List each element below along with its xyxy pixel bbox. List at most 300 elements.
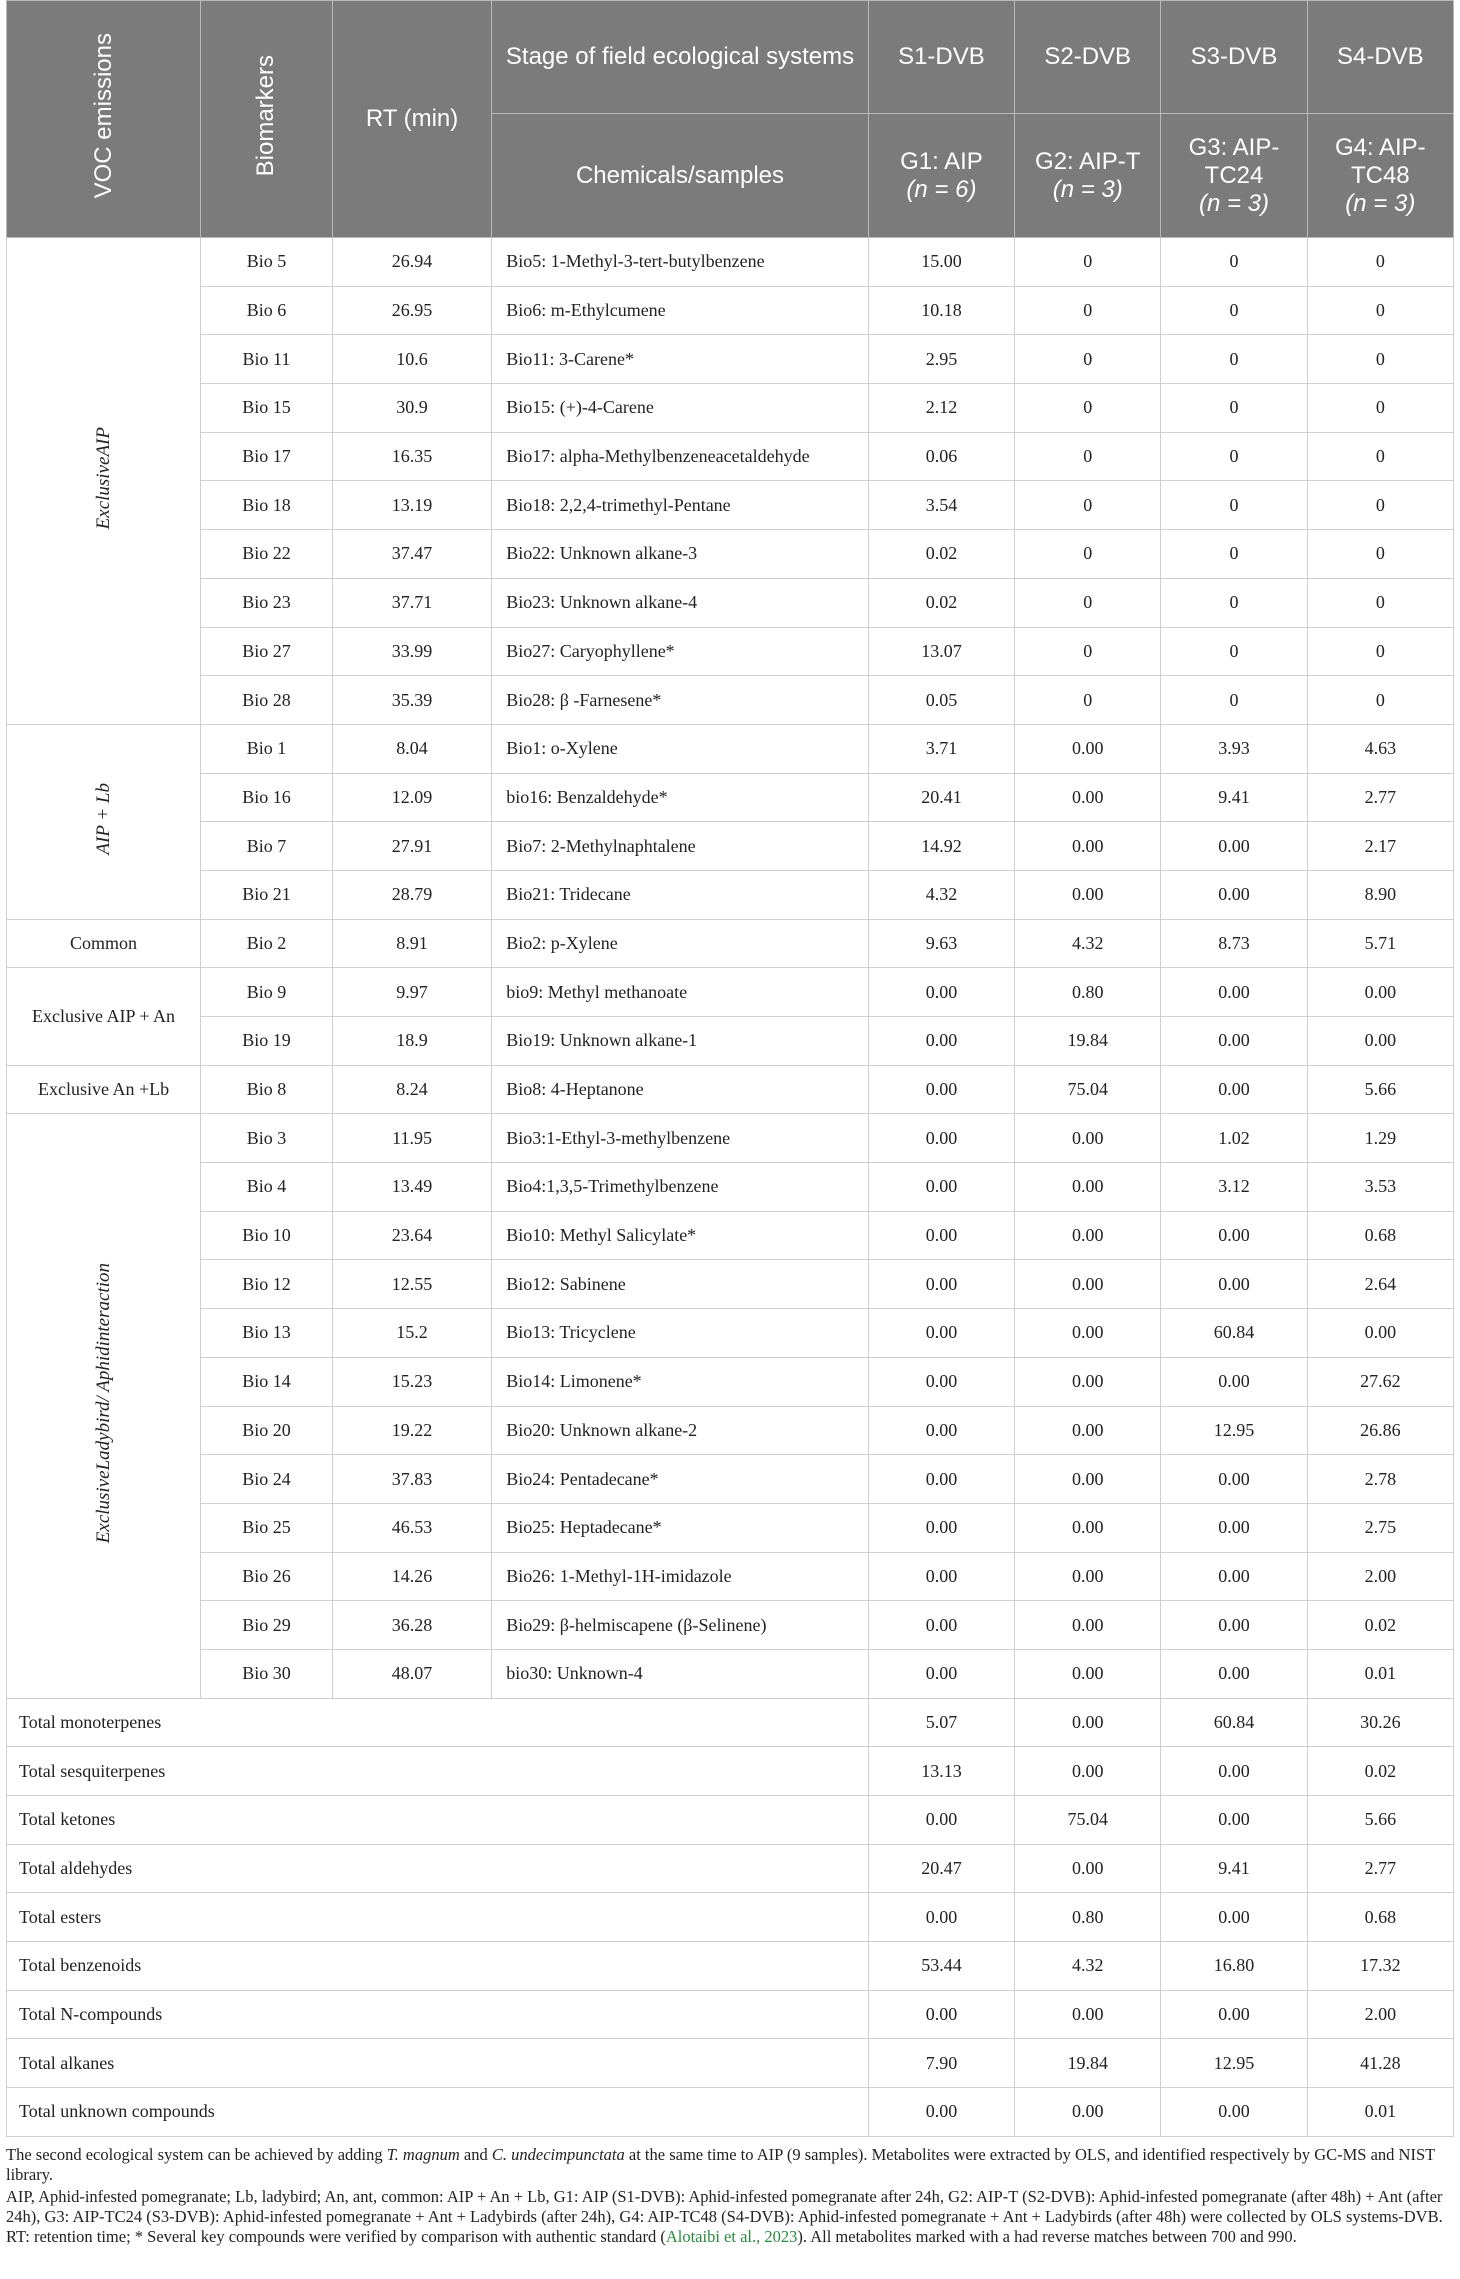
biomarker-cell: Bio 11 <box>201 335 333 384</box>
value-cell: 0.00 <box>868 1649 1014 1698</box>
header-group-4: G4: AIP-TC48 (n = 3) <box>1307 114 1453 238</box>
value-cell: 0 <box>1015 286 1161 335</box>
header-system-2: S2-DVB <box>1015 1 1161 114</box>
biomarker-cell: Bio 2 <box>201 919 333 968</box>
biomarker-cell: Bio 27 <box>201 627 333 676</box>
value-cell: 8.90 <box>1307 870 1453 919</box>
value-cell: 0.00 <box>868 1017 1014 1066</box>
table-row <box>7 1552 1454 1601</box>
value-cell: 0.00 <box>1015 1503 1161 1552</box>
value-cell: 27.62 <box>1307 1357 1453 1406</box>
table-row <box>7 822 1454 871</box>
table-row <box>7 1163 1454 1212</box>
value-cell: 3.71 <box>868 724 1014 773</box>
chemical-cell: Bio10: Methyl Salicylate* <box>492 1211 869 1260</box>
value-cell: 0 <box>1015 384 1161 433</box>
total-value-cell: 53.44 <box>868 1942 1014 1991</box>
total-value-cell: 0.00 <box>1161 2088 1307 2137</box>
value-cell: 3.53 <box>1307 1163 1453 1212</box>
table-row <box>7 578 1454 627</box>
value-cell: 0.00 <box>1161 1211 1307 1260</box>
table-row <box>7 676 1454 725</box>
group-label-cell <box>7 724 201 919</box>
rt-cell: 48.07 <box>332 1649 491 1698</box>
biomarker-cell: Bio 17 <box>201 432 333 481</box>
chemical-cell: Bio24: Pentadecane* <box>492 1455 869 1504</box>
rt-cell: 12.09 <box>332 773 491 822</box>
value-cell: 0.00 <box>868 1357 1014 1406</box>
value-cell: 0.00 <box>868 1552 1014 1601</box>
rt-cell: 18.9 <box>332 1017 491 1066</box>
voc-table <box>6 0 1454 2137</box>
value-cell: 2.12 <box>868 384 1014 433</box>
value-cell: 75.04 <box>1015 1065 1161 1114</box>
total-value-cell: 0.00 <box>1161 1893 1307 1942</box>
rt-cell: 14.26 <box>332 1552 491 1601</box>
biomarker-cell: Bio 26 <box>201 1552 333 1601</box>
total-value-cell: 13.13 <box>868 1747 1014 1796</box>
value-cell: 0.00 <box>1015 1211 1161 1260</box>
total-label: Total unknown compounds <box>7 2088 869 2137</box>
chemical-cell: Bio17: alpha-Methylbenzeneacetaldehyde <box>492 432 869 481</box>
value-cell: 0 <box>1161 238 1307 287</box>
value-cell: 0.00 <box>868 1455 1014 1504</box>
total-row <box>7 1844 1454 1893</box>
value-cell: 0.00 <box>868 1114 1014 1163</box>
biomarker-cell: Bio 20 <box>201 1406 333 1455</box>
total-value-cell: 0.00 <box>868 2088 1014 2137</box>
value-cell: 19.84 <box>1015 1017 1161 1066</box>
total-value-cell: 19.84 <box>1015 2039 1161 2088</box>
total-value-cell: 4.32 <box>1015 1942 1161 1991</box>
chemical-cell: Bio6: m-Ethylcumene <box>492 286 869 335</box>
value-cell: 0 <box>1015 481 1161 530</box>
header-system-3: S3-DVB <box>1161 1 1307 114</box>
value-cell: 0.00 <box>1015 822 1161 871</box>
total-label: Total alkanes <box>7 2039 869 2088</box>
rt-cell: 8.24 <box>332 1065 491 1114</box>
value-cell: 0.05 <box>868 676 1014 725</box>
chemical-cell: Bio20: Unknown alkane-2 <box>492 1406 869 1455</box>
table-row <box>7 1406 1454 1455</box>
biomarker-cell: Bio 18 <box>201 481 333 530</box>
value-cell: 0.00 <box>1161 1455 1307 1504</box>
total-label: Total ketones <box>7 1796 869 1845</box>
value-cell: 0 <box>1015 530 1161 579</box>
header-biomarkers: Biomarkers <box>201 1 333 238</box>
rt-cell: 28.79 <box>332 870 491 919</box>
value-cell: 0.00 <box>1161 1649 1307 1698</box>
chemical-cell: Bio28: β -Farnesene* <box>492 676 869 725</box>
chemical-cell: Bio12: Sabinene <box>492 1260 869 1309</box>
rt-cell: 10.6 <box>332 335 491 384</box>
total-value-cell: 75.04 <box>1015 1796 1161 1845</box>
chemical-cell: Bio19: Unknown alkane-1 <box>492 1017 869 1066</box>
group-label: AIP + Lb <box>92 783 114 856</box>
rt-cell: 15.2 <box>332 1309 491 1358</box>
table-row <box>7 1455 1454 1504</box>
value-cell: 0.00 <box>868 1260 1014 1309</box>
value-cell: 0 <box>1015 676 1161 725</box>
value-cell: 0 <box>1161 481 1307 530</box>
chemical-cell: Bio26: 1-Methyl-1H-imidazole <box>492 1552 869 1601</box>
total-value-cell: 2.77 <box>1307 1844 1453 1893</box>
value-cell: 0.00 <box>1015 1114 1161 1163</box>
chemical-cell: bio9: Methyl methanoate <box>492 968 869 1017</box>
total-value-cell: 0.68 <box>1307 1893 1453 1942</box>
value-cell: 0.00 <box>1161 822 1307 871</box>
value-cell: 0 <box>1307 481 1453 530</box>
table-row <box>7 724 1454 773</box>
total-value-cell: 5.07 <box>868 1698 1014 1747</box>
total-label: Total monoterpenes <box>7 1698 869 1747</box>
rt-cell: 36.28 <box>332 1601 491 1650</box>
value-cell: 0 <box>1307 676 1453 725</box>
value-cell: 0 <box>1307 238 1453 287</box>
total-value-cell: 0.00 <box>868 1893 1014 1942</box>
total-value-cell: 0.02 <box>1307 1747 1453 1796</box>
value-cell: 12.95 <box>1161 1406 1307 1455</box>
value-cell: 0 <box>1161 530 1307 579</box>
total-value-cell: 12.95 <box>1161 2039 1307 2088</box>
group-label-cell <box>7 1114 201 1698</box>
header-system-1: S1-DVB <box>868 1 1014 114</box>
biomarker-cell: Bio 4 <box>201 1163 333 1212</box>
value-cell: 0.00 <box>1015 1552 1161 1601</box>
table-container <box>6 0 1454 2249</box>
value-cell: 2.64 <box>1307 1260 1453 1309</box>
value-cell: 0.00 <box>1015 1163 1161 1212</box>
chemical-cell: Bio4:1,3,5-Trimethylbenzene <box>492 1163 869 1212</box>
table-row <box>7 1649 1454 1698</box>
value-cell: 0.00 <box>868 1163 1014 1212</box>
table-footnote <box>6 2145 1454 2247</box>
chemical-cell: Bio18: 2,2,4-trimethyl-Pentane <box>492 481 869 530</box>
value-cell: 1.29 <box>1307 1114 1453 1163</box>
table-row <box>7 1503 1454 1552</box>
value-cell: 0.00 <box>1307 1309 1453 1358</box>
chemical-cell: Bio11: 3-Carene* <box>492 335 869 384</box>
chemical-cell: bio16: Benzaldehyde* <box>492 773 869 822</box>
rt-cell: 13.49 <box>332 1163 491 1212</box>
total-row <box>7 2088 1454 2137</box>
total-value-cell: 5.66 <box>1307 1796 1453 1845</box>
total-value-cell: 60.84 <box>1161 1698 1307 1747</box>
value-cell: 9.63 <box>868 919 1014 968</box>
value-cell: 0.00 <box>1161 968 1307 1017</box>
value-cell: 4.32 <box>1015 919 1161 968</box>
chemical-cell: Bio27: Caryophyllene* <box>492 627 869 676</box>
rt-cell: 8.91 <box>332 919 491 968</box>
biomarker-cell: Bio 6 <box>201 286 333 335</box>
value-cell: 26.86 <box>1307 1406 1453 1455</box>
rt-cell: 26.95 <box>332 286 491 335</box>
biomarker-cell: Bio 10 <box>201 1211 333 1260</box>
chemical-cell: Bio3:1-Ethyl-3-methylbenzene <box>492 1114 869 1163</box>
rt-cell: 15.23 <box>332 1357 491 1406</box>
total-label: Total N-compounds <box>7 1990 869 2039</box>
value-cell: 0 <box>1307 627 1453 676</box>
chemical-cell: Bio2: p-Xylene <box>492 919 869 968</box>
table-row <box>7 1309 1454 1358</box>
biomarker-cell: Bio 16 <box>201 773 333 822</box>
value-cell: 0 <box>1307 530 1453 579</box>
value-cell: 2.78 <box>1307 1455 1453 1504</box>
value-cell: 0 <box>1015 238 1161 287</box>
rt-cell: 23.64 <box>332 1211 491 1260</box>
table-row <box>7 627 1454 676</box>
table-row <box>7 1357 1454 1406</box>
chemical-cell: Bio29: β-helmiscapene (β-Selinene) <box>492 1601 869 1650</box>
value-cell: 0.00 <box>868 1211 1014 1260</box>
value-cell: 0 <box>1161 676 1307 725</box>
value-cell: 0.00 <box>1161 1503 1307 1552</box>
total-value-cell: 0.00 <box>868 1796 1014 1845</box>
biomarker-cell: Bio 1 <box>201 724 333 773</box>
value-cell: 13.07 <box>868 627 1014 676</box>
biomarker-cell: Bio 21 <box>201 870 333 919</box>
group-label-cell: Common <box>7 919 201 968</box>
header-group-3: G3: AIP-TC24 (n = 3) <box>1161 114 1307 238</box>
value-cell: 0 <box>1161 384 1307 433</box>
biomarker-cell: Bio 24 <box>201 1455 333 1504</box>
total-value-cell: 20.47 <box>868 1844 1014 1893</box>
total-value-cell: 9.41 <box>1161 1844 1307 1893</box>
header-stage: Stage of field ecological systems <box>492 1 869 114</box>
value-cell: 0.00 <box>868 1309 1014 1358</box>
value-cell: 0 <box>1015 627 1161 676</box>
value-cell: 4.32 <box>868 870 1014 919</box>
footnote-paragraph-2: AIP, Aphid-infested pomegranate; Lb, ladybird; An, ant, common: AIP + An + Lb, G1: AIP (S1-DVB): Aphid-infested pomegranate after 24h, G2: AIP-T (S2-DVB): Aphid-infested pomegranate (after 48h) + Ant (after 24h), G3: AIP-TC24 (S3-DVB): Aphid-infested pomegranate + Ant + Ladybirds (after 24h), G4: AIP-TC48 (S4-DVB): Aphid-infested pomegranate + Ant + Ladybirds (after 48h) were collected by OLS systems-DVB. RT: retention time; * Several key compounds were verified by comparison with authentic standard (Alotaibi et al., 2023). All metabolites marked with a had reverse matches between 700 and 990. <box>6 2186 1443 2246</box>
value-cell: 0 <box>1161 578 1307 627</box>
total-value-cell: 0.00 <box>1161 1747 1307 1796</box>
biomarker-cell: Bio 28 <box>201 676 333 725</box>
total-value-cell: 0.00 <box>1015 1990 1161 2039</box>
biomarker-cell: Bio 23 <box>201 578 333 627</box>
value-cell: 0.00 <box>1015 724 1161 773</box>
biomarker-cell: Bio 9 <box>201 968 333 1017</box>
total-row <box>7 2039 1454 2088</box>
value-cell: 2.77 <box>1307 773 1453 822</box>
chemical-cell: Bio21: Tridecane <box>492 870 869 919</box>
rt-cell: 19.22 <box>332 1406 491 1455</box>
table-row <box>7 238 1454 287</box>
table-row <box>7 286 1454 335</box>
biomarker-cell: Bio 7 <box>201 822 333 871</box>
total-value-cell: 41.28 <box>1307 2039 1453 2088</box>
value-cell: 0.02 <box>1307 1601 1453 1650</box>
total-value-cell: 16.80 <box>1161 1942 1307 1991</box>
value-cell: 0.00 <box>1161 1065 1307 1114</box>
chemical-cell: bio30: Unknown-4 <box>492 1649 869 1698</box>
value-cell: 20.41 <box>868 773 1014 822</box>
rt-cell: 26.94 <box>332 238 491 287</box>
value-cell: 0.00 <box>1161 1601 1307 1650</box>
table-row <box>7 919 1454 968</box>
value-cell: 0.02 <box>868 530 1014 579</box>
value-cell: 0 <box>1307 335 1453 384</box>
value-cell: 0.00 <box>1015 773 1161 822</box>
value-cell: 0.00 <box>868 1601 1014 1650</box>
rt-cell: 35.39 <box>332 676 491 725</box>
table-row <box>7 1601 1454 1650</box>
total-value-cell: 30.26 <box>1307 1698 1453 1747</box>
value-cell: 8.73 <box>1161 919 1307 968</box>
value-cell: 0 <box>1307 578 1453 627</box>
value-cell: 0.00 <box>1015 1649 1161 1698</box>
total-row <box>7 1747 1454 1796</box>
value-cell: 2.75 <box>1307 1503 1453 1552</box>
rt-cell: 9.97 <box>332 968 491 1017</box>
value-cell: 5.71 <box>1307 919 1453 968</box>
chemical-cell: Bio15: (+)-4-Carene <box>492 384 869 433</box>
table-row <box>7 1260 1454 1309</box>
chemical-cell: Bio23: Unknown alkane-4 <box>492 578 869 627</box>
value-cell: 0 <box>1161 286 1307 335</box>
value-cell: 4.63 <box>1307 724 1453 773</box>
value-cell: 0 <box>1015 432 1161 481</box>
table-row <box>7 968 1454 1017</box>
group-label-cell <box>7 238 201 725</box>
group-label-cell: Exclusive An +Lb <box>7 1065 201 1114</box>
value-cell: 15.00 <box>868 238 1014 287</box>
biomarker-cell: Bio 29 <box>201 1601 333 1650</box>
biomarker-cell: Bio 14 <box>201 1357 333 1406</box>
value-cell: 0 <box>1161 335 1307 384</box>
value-cell: 0.02 <box>868 578 1014 627</box>
total-row <box>7 1990 1454 2039</box>
value-cell: 60.84 <box>1161 1309 1307 1358</box>
rt-cell: 16.35 <box>332 432 491 481</box>
total-value-cell: 0.00 <box>868 1990 1014 2039</box>
value-cell: 0.00 <box>1015 870 1161 919</box>
value-cell: 0.80 <box>1015 968 1161 1017</box>
biomarker-cell: Bio 12 <box>201 1260 333 1309</box>
table-body <box>7 238 1454 2137</box>
value-cell: 0 <box>1015 335 1161 384</box>
value-cell: 0.00 <box>1307 1017 1453 1066</box>
value-cell: 0.00 <box>1015 1260 1161 1309</box>
chemical-cell: Bio7: 2-Methylnaphtalene <box>492 822 869 871</box>
value-cell: 0.01 <box>1307 1649 1453 1698</box>
biomarker-cell: Bio 30 <box>201 1649 333 1698</box>
table-row <box>7 481 1454 530</box>
biomarker-cell: Bio 19 <box>201 1017 333 1066</box>
header-group-2: G2: AIP-T (n = 3) <box>1015 114 1161 238</box>
value-cell: 0.00 <box>1015 1601 1161 1650</box>
value-cell: 0 <box>1161 432 1307 481</box>
value-cell: 0.00 <box>1307 968 1453 1017</box>
header-group-1: G1: AIP (n = 6) <box>868 114 1014 238</box>
table-row <box>7 1211 1454 1260</box>
value-cell: 0.00 <box>868 1065 1014 1114</box>
total-value-cell: 2.00 <box>1307 1990 1453 2039</box>
table-row <box>7 870 1454 919</box>
rt-cell: 11.95 <box>332 1114 491 1163</box>
biomarker-cell: Bio 25 <box>201 1503 333 1552</box>
value-cell: 2.17 <box>1307 822 1453 871</box>
table-row <box>7 530 1454 579</box>
header-rt: RT (min) <box>332 1 491 238</box>
value-cell: 0.00 <box>1161 1260 1307 1309</box>
chemical-cell: Bio22: Unknown alkane-3 <box>492 530 869 579</box>
value-cell: 0.00 <box>1161 1357 1307 1406</box>
footnote-paragraph-1: The second ecological system can be achieved by adding T. magnum and C. undecimpunctata at the same time to AIP (9 samples). Metabolites were extracted by OLS, and identified respectively by GC-MS and NIST library. <box>6 2144 1435 2184</box>
rt-cell: 13.19 <box>332 481 491 530</box>
total-value-cell: 0.00 <box>1015 1844 1161 1893</box>
total-value-cell: 0.00 <box>1015 1698 1161 1747</box>
chemical-cell: Bio13: Tricyclene <box>492 1309 869 1358</box>
total-value-cell: 0.00 <box>1015 1747 1161 1796</box>
value-cell: 0 <box>1307 384 1453 433</box>
table-row <box>7 384 1454 433</box>
value-cell: 0 <box>1307 432 1453 481</box>
value-cell: 0.00 <box>1161 1552 1307 1601</box>
header-voc: VOC emissions <box>7 1 201 238</box>
total-value-cell: 7.90 <box>868 2039 1014 2088</box>
rt-cell: 37.47 <box>332 530 491 579</box>
value-cell: 0.00 <box>868 1406 1014 1455</box>
table-row <box>7 1114 1454 1163</box>
value-cell: 0.00 <box>1015 1455 1161 1504</box>
total-label: Total benzenoids <box>7 1942 869 1991</box>
value-cell: 3.54 <box>868 481 1014 530</box>
table-row <box>7 773 1454 822</box>
biomarker-cell: Bio 15 <box>201 384 333 433</box>
total-row <box>7 1796 1454 1845</box>
total-value-cell: 0.00 <box>1015 2088 1161 2137</box>
value-cell: 0.68 <box>1307 1211 1453 1260</box>
value-cell: 0.00 <box>1015 1357 1161 1406</box>
value-cell: 0.00 <box>1015 1406 1161 1455</box>
total-value-cell: 0.80 <box>1015 1893 1161 1942</box>
value-cell: 2.95 <box>868 335 1014 384</box>
header-chemicals: Chemicals/samples <box>492 114 869 238</box>
value-cell: 10.18 <box>868 286 1014 335</box>
value-cell: 0.00 <box>1015 1309 1161 1358</box>
chemical-cell: Bio25: Heptadecane* <box>492 1503 869 1552</box>
total-value-cell: 0.00 <box>1161 1990 1307 2039</box>
rt-cell: 12.55 <box>332 1260 491 1309</box>
value-cell: 0.00 <box>868 1503 1014 1552</box>
value-cell: 5.66 <box>1307 1065 1453 1114</box>
rt-cell: 33.99 <box>332 627 491 676</box>
group-label-cell: Exclusive AIP + An <box>7 968 201 1065</box>
value-cell: 2.00 <box>1307 1552 1453 1601</box>
total-value-cell: 17.32 <box>1307 1942 1453 1991</box>
value-cell: 0.00 <box>1161 870 1307 919</box>
table-row <box>7 432 1454 481</box>
value-cell: 0.00 <box>868 968 1014 1017</box>
chemical-cell: Bio14: Limonene* <box>492 1357 869 1406</box>
rt-cell: 8.04 <box>332 724 491 773</box>
citation-link[interactable]: Alotaibi et al., 2023 <box>665 2226 798 2246</box>
total-label: Total aldehydes <box>7 1844 869 1893</box>
value-cell: 0.06 <box>868 432 1014 481</box>
biomarker-cell: Bio 22 <box>201 530 333 579</box>
rt-cell: 30.9 <box>332 384 491 433</box>
total-value-cell: 0.01 <box>1307 2088 1453 2137</box>
value-cell: 3.12 <box>1161 1163 1307 1212</box>
total-value-cell: 0.00 <box>1161 1796 1307 1845</box>
value-cell: 9.41 <box>1161 773 1307 822</box>
total-row <box>7 1893 1454 1942</box>
chemical-cell: Bio8: 4-Heptanone <box>492 1065 869 1114</box>
biomarker-cell: Bio 5 <box>201 238 333 287</box>
value-cell: 0 <box>1015 578 1161 627</box>
total-row <box>7 1942 1454 1991</box>
rt-cell: 37.71 <box>332 578 491 627</box>
